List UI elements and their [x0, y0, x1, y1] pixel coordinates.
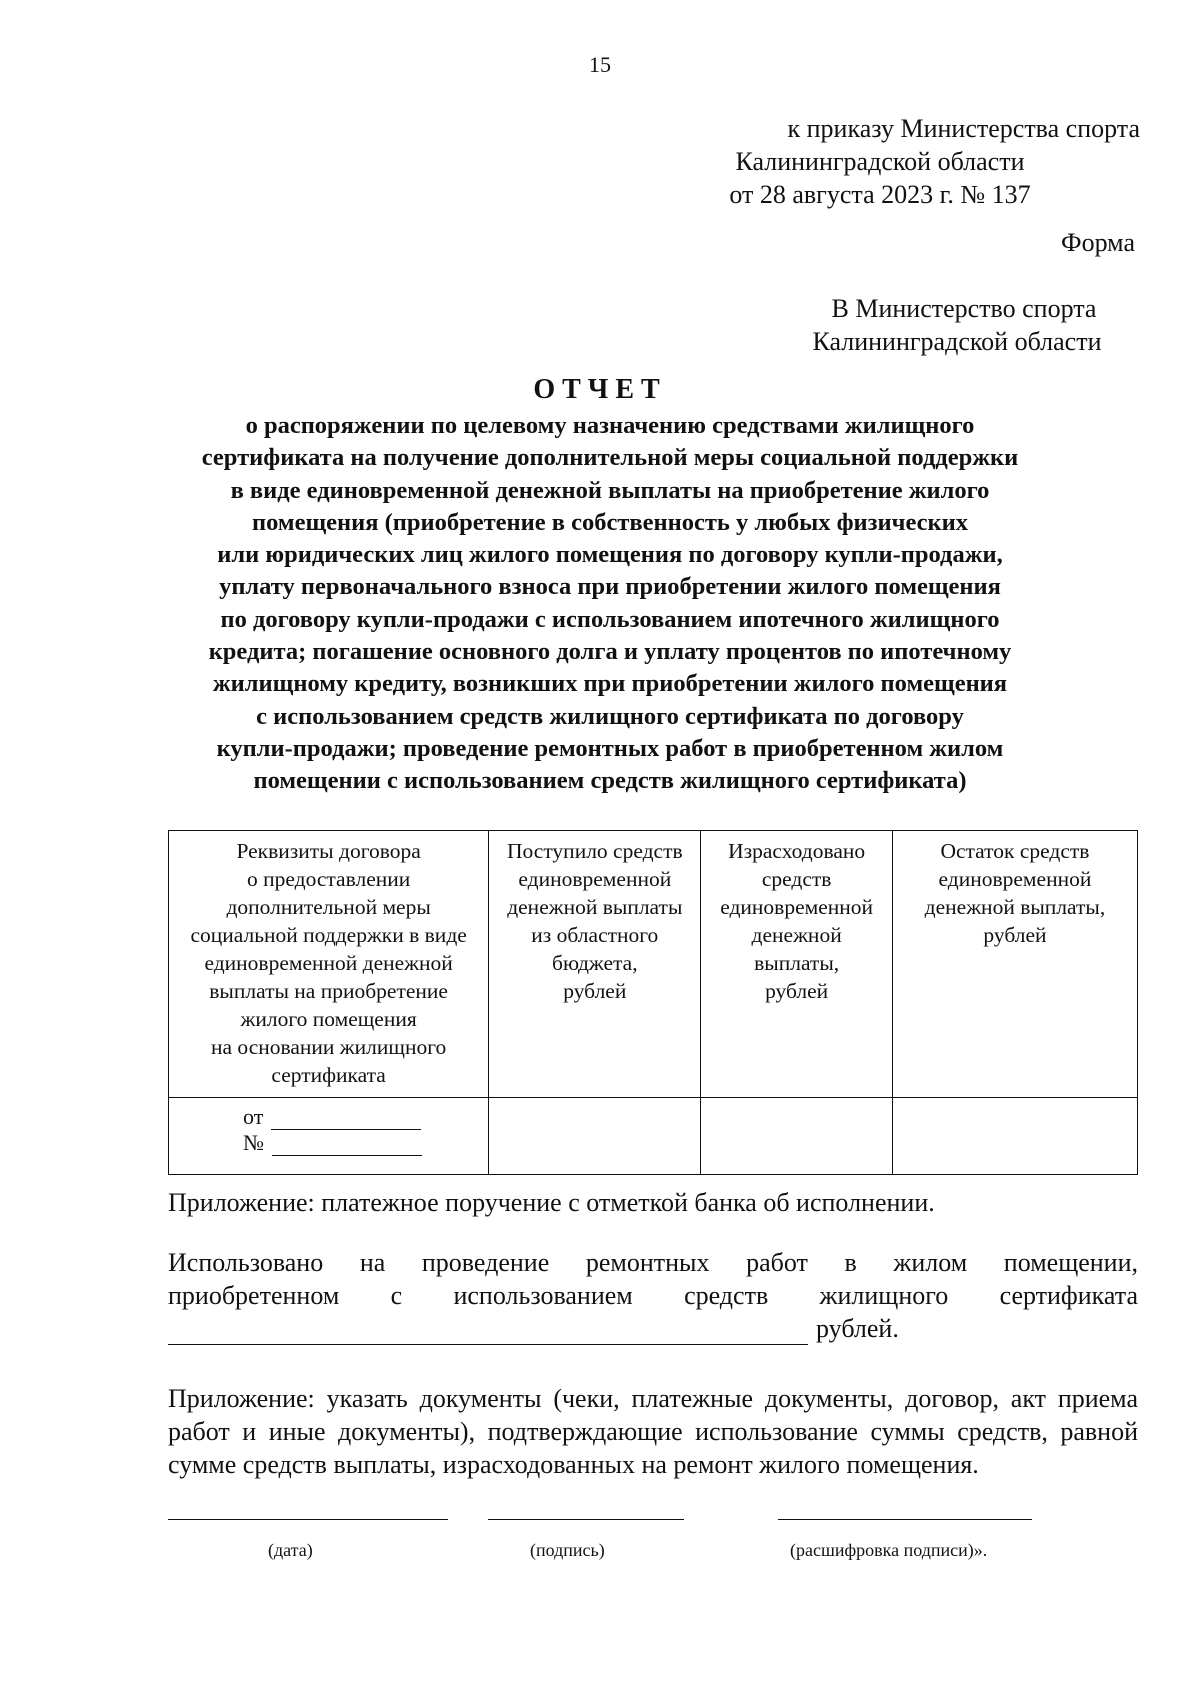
header-text-line: рублей	[983, 923, 1047, 947]
attachment-documents: Приложение: указать документы (чеки, платежные документы, договор, акт приема работ и иные документы), подтверждающие использование суммы средств, равной сумме средств выплаты, израсходованных на ремонт жилого помещения.	[168, 1384, 1138, 1479]
date-caption: (дата)	[268, 1540, 313, 1560]
header-text-line: жилого помещения	[240, 1007, 417, 1031]
used-line-1: Использовано на проведение ремонтных работ в жилом помещении,	[168, 1248, 1138, 1277]
contract-details-cell[interactable]	[169, 1098, 489, 1175]
recipient-line-1: В Министерство спорта	[831, 294, 1097, 323]
received-funds-cell[interactable]	[489, 1098, 701, 1175]
signature-decoding-caption: (расшифровка подписи)».	[790, 1540, 988, 1560]
contract-number-label: №	[243, 1130, 264, 1155]
appendix-ref-line-2: Калининградской области	[735, 147, 1025, 176]
header-text-line: Реквизиты договора	[236, 839, 421, 863]
appendix-reference	[620, 112, 1140, 211]
used-amount-unit: рублей.	[816, 1314, 899, 1343]
table-header-row	[169, 831, 1138, 1098]
header-text-line: Поступило средств	[506, 839, 683, 863]
header-text-line: денежной выплаты	[507, 895, 683, 919]
subtitle-line: или юридических лиц жилого помещения по договору купли-продажи,	[217, 541, 1003, 569]
used-line-2: приобретенном с использованием средств жилищного сертификата	[168, 1281, 1138, 1310]
appendix-ref-line-1: к приказу Министерства спорта	[787, 114, 1140, 143]
header-text-line: о предоставлении	[246, 867, 411, 891]
header-text-line: бюджета,	[552, 951, 638, 975]
recipient-line-2: Калининградской области	[812, 327, 1102, 356]
report-table	[168, 830, 1138, 1175]
table-row	[169, 1098, 1138, 1175]
signature-line[interactable]	[488, 1518, 684, 1520]
report-title: ОТЧЕТ	[533, 374, 667, 405]
subtitle-line: кредита; погашение основного долга и уплату процентов по ипотечному	[208, 638, 1012, 666]
header-text-line: Израсходовано	[728, 839, 866, 863]
contract-date-label: от	[243, 1104, 264, 1129]
header-text-line: дополнительной меры	[226, 895, 431, 919]
contract-date-line	[173, 1104, 484, 1130]
header-spent-funds	[701, 831, 893, 1098]
header-text-line: рублей	[765, 979, 829, 1003]
report-subtitle	[130, 410, 1090, 798]
spent-funds-cell[interactable]	[701, 1098, 893, 1175]
attachment-note: Приложение: платежное поручение с отметкой банка об исполнении.	[168, 1188, 935, 1217]
subtitle-line: в виде единовременной денежной выплаты на приобретение жилого	[230, 476, 990, 504]
signature-caption: (подпись)	[530, 1540, 605, 1560]
subtitle-line: купли-продажи; проведение ремонтных работ в приобретенном жилом	[216, 734, 1004, 762]
header-text-line: единовременной денежной	[204, 951, 453, 975]
subtitle-line: о распоряжении по целевому назначению средствами жилищного	[245, 412, 975, 439]
form-label: Форма	[1061, 228, 1135, 257]
subtitle-line: уплату первоначального взноса при приобретении жилого помещения	[219, 573, 1001, 601]
header-text-line: рублей	[563, 979, 627, 1003]
header-text-line: единовременной	[720, 895, 874, 919]
subtitle-line: с использованием средств жилищного сертификата по договору	[256, 702, 964, 730]
recipient-block	[777, 292, 1137, 358]
subtitle-line: помещении с использованием средств жилищного сертификата)	[253, 767, 967, 795]
header-received-funds	[489, 831, 701, 1098]
header-text-line: сертификата	[271, 1063, 386, 1087]
header-text-line: единовременной	[518, 867, 672, 891]
header-text-line: социальной поддержки в виде	[190, 923, 467, 947]
header-text-line: выплаты на приобретение	[209, 979, 448, 1003]
header-text-line: на основании жилищного	[210, 1035, 447, 1059]
header-text-line: Остаток средств	[940, 839, 1090, 863]
used-amount-blank[interactable]	[168, 1318, 808, 1345]
appendix-ref-line-3: от 28 августа 2023 г. № 137	[729, 180, 1031, 209]
header-text-line: выплаты,	[754, 951, 840, 975]
date-signature-line[interactable]	[168, 1518, 448, 1520]
header-contract-details	[169, 831, 489, 1098]
subtitle-line: жилищному кредиту, возникших при приобретении жилого помещения	[212, 670, 1008, 698]
subtitle-line: сертификата на получение дополнительной меры социальной поддержки	[201, 444, 1019, 472]
contract-number-blank[interactable]	[272, 1133, 422, 1156]
page-number: 15	[589, 52, 611, 77]
header-text-line: денежной	[751, 923, 842, 947]
header-text-line: денежной выплаты,	[924, 895, 1106, 919]
header-remaining-funds	[892, 831, 1137, 1098]
header-text-line: из областного	[531, 923, 659, 947]
header-text-line: средств	[761, 867, 832, 891]
remaining-funds-cell[interactable]	[892, 1098, 1137, 1175]
subtitle-line: помещения (приобретение в собственность у любых физических	[252, 508, 968, 536]
used-amount-line	[168, 1312, 1138, 1345]
subtitle-line: по договору купли-продажи с использованием ипотечного жилищного	[220, 605, 1000, 633]
header-text-line: единовременной	[938, 867, 1092, 891]
contract-number-line	[173, 1130, 484, 1156]
signature-decoding-line[interactable]	[778, 1518, 1032, 1520]
used-for-repairs-text	[168, 1246, 1138, 1312]
contract-date-blank[interactable]	[271, 1107, 421, 1130]
